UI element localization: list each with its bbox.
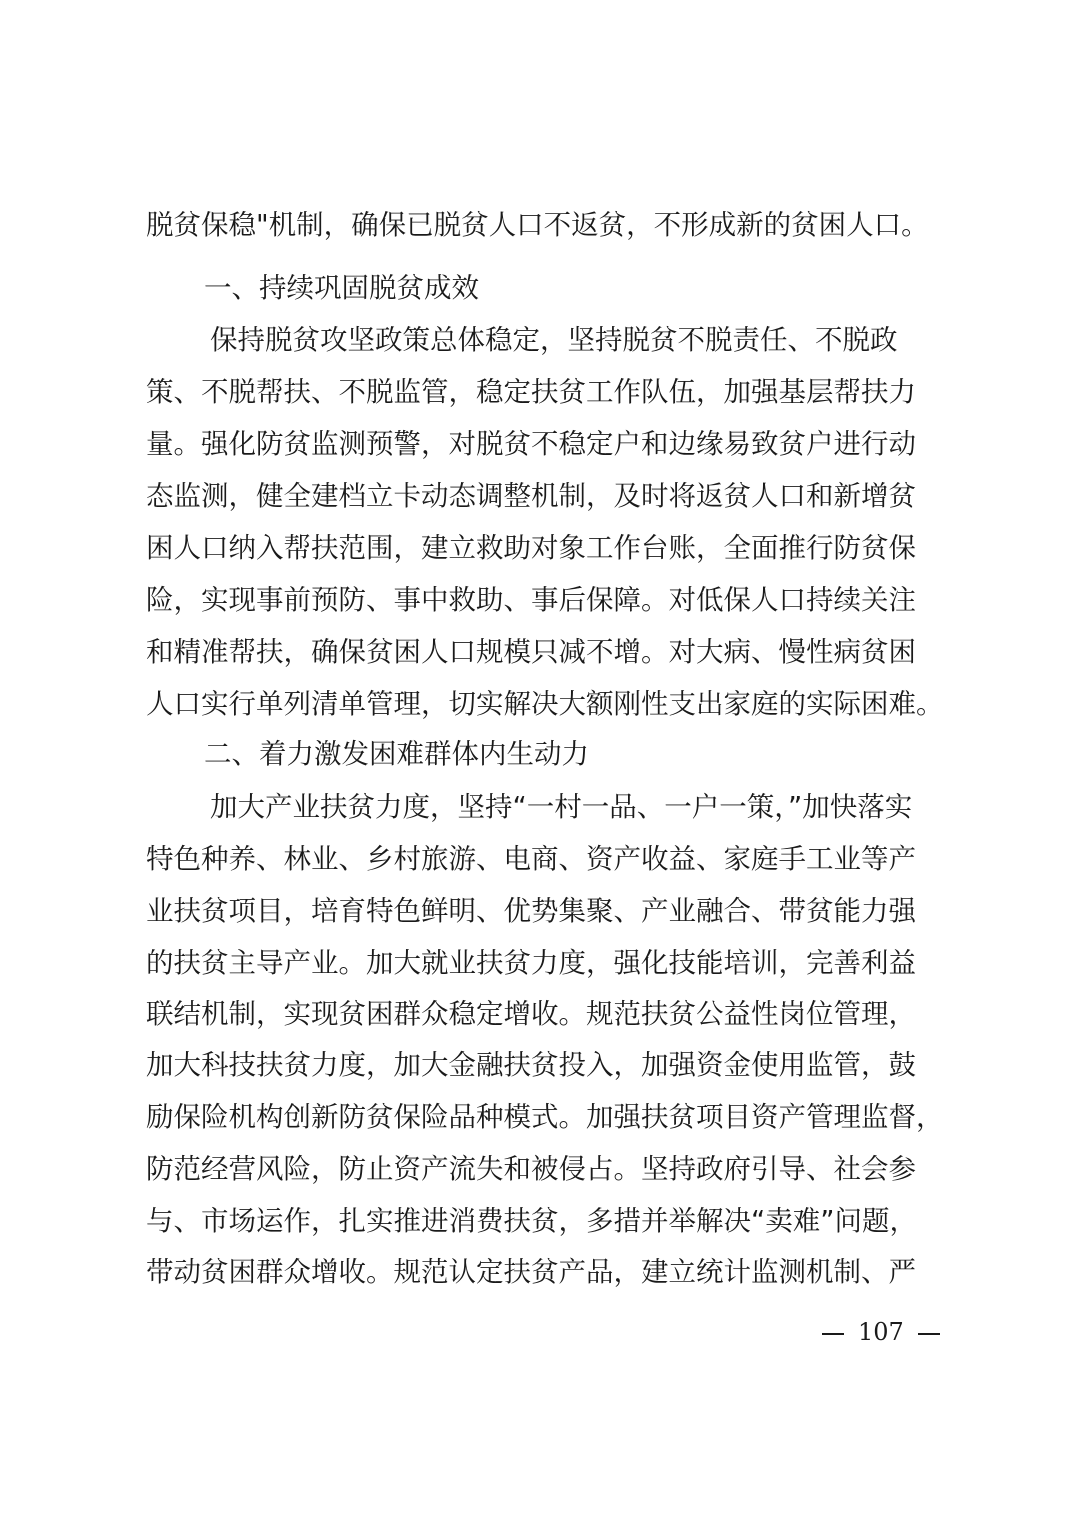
text-line: 联结机制，实现贫困群众稳定增收。规范扶贫公益性岗位管理， bbox=[146, 998, 916, 1030]
text-line: 量。强化防贫监测预警，对脱贫不稳定户和边缘易致贫户进行动 bbox=[146, 428, 916, 460]
section-heading: 二、着力激发困难群体内生动力 bbox=[204, 738, 589, 770]
text-line: 态监测，健全建档立卡动态调整机制，及时将返贫人口和新增贫 bbox=[146, 480, 916, 512]
text-line: 和精准帮扶，确保贫困人口规模只减不增。对大病、慢性病贫困 bbox=[146, 636, 916, 668]
text-line: 脱贫保稳"机制，确保已脱贫人口不返贫，不形成新的贫困人口。 bbox=[146, 209, 929, 241]
text-line: 带动贫困群众增收。规范认定扶贫产品，建立统计监测机制、严 bbox=[146, 1256, 916, 1288]
text-line: 励保险机构创新防贫保险品种模式。加强扶贫项目资产管理监督， bbox=[146, 1101, 944, 1133]
text-line: 加大科技扶贫力度，加大金融扶贫投入，加强资金使用监管，鼓 bbox=[146, 1049, 916, 1081]
section-heading: 一、持续巩固脱贫成效 bbox=[204, 272, 479, 304]
text-line: 防范经营风险，防止资产流失和被侵占。坚持政府引导、社会参 bbox=[146, 1153, 916, 1185]
dash-left-icon bbox=[822, 1333, 844, 1335]
text-line: 特色种养、林业、乡村旅游、电商、资产收益、家庭手工业等产 bbox=[146, 843, 916, 875]
page-number bbox=[808, 1312, 954, 1352]
dash-right-icon bbox=[918, 1333, 940, 1335]
text-line: 业扶贫项目，培育特色鲜明、优势集聚、产业融合、带贫能力强 bbox=[146, 895, 916, 927]
page-number-value: 107 bbox=[858, 1318, 904, 1346]
text-line: 策、不脱帮扶、不脱监管，稳定扶贫工作队伍，加强基层帮扶力 bbox=[146, 376, 916, 408]
text-line: 困人口纳入帮扶范围，建立救助对象工作台账，全面推行防贫保 bbox=[146, 532, 916, 564]
text-line: 加大产业扶贫力度，坚持“一村一品、一户一策，”加快落实 bbox=[210, 791, 913, 823]
text-line: 人口实行单列清单管理，切实解决大额刚性支出家庭的实际困难。 bbox=[146, 688, 944, 720]
text-line: 的扶贫主导产业。加大就业扶贫力度，强化技能培训，完善利益 bbox=[146, 947, 916, 979]
text-line: 保持脱贫攻坚政策总体稳定，坚持脱贫不脱责任、不脱政 bbox=[210, 324, 898, 356]
text-line: 与、市场运作，扎实推进消费扶贫，多措并举解决“卖难”问题， bbox=[146, 1205, 917, 1237]
text-line: 险，实现事前预防、事中救助、事后保障。对低保人口持续关注 bbox=[146, 584, 916, 616]
